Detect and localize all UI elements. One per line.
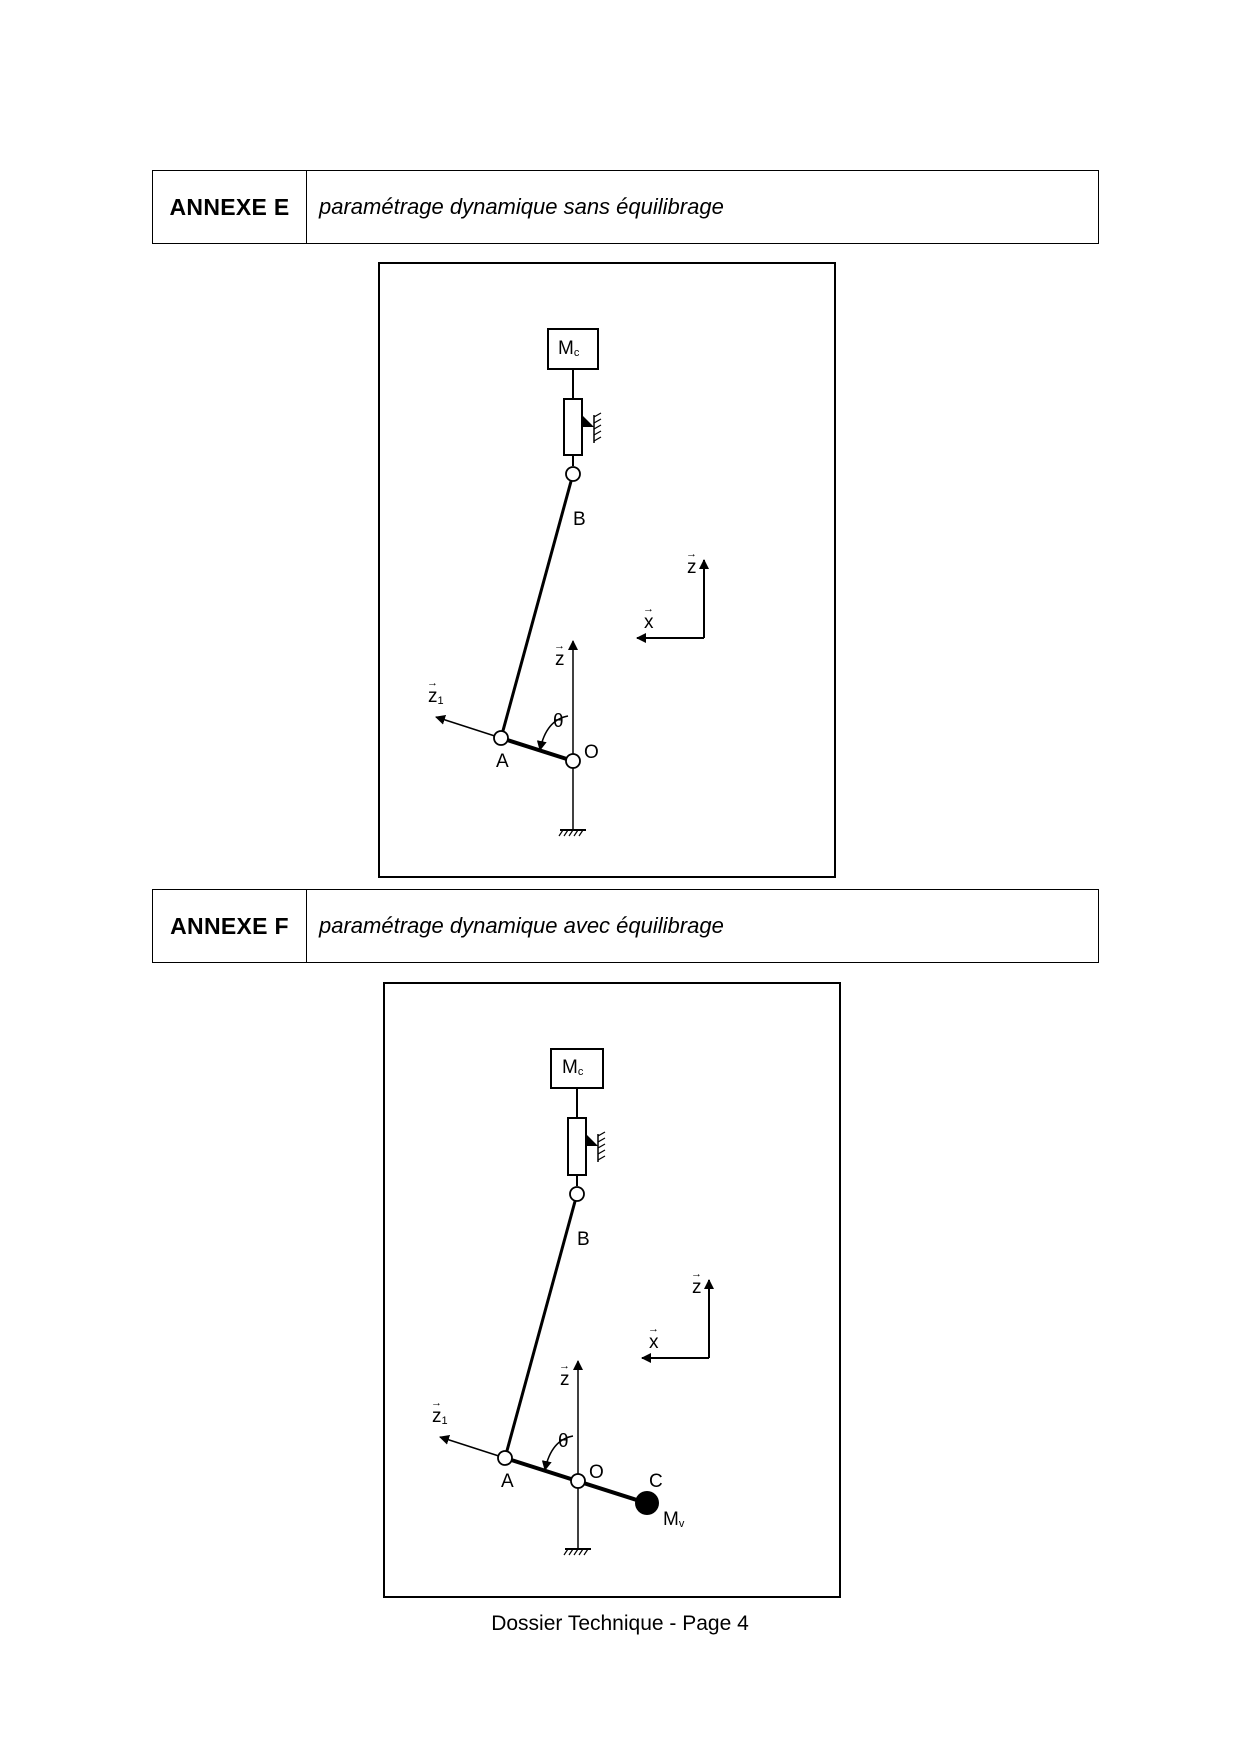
counterweight-label: $M_v$ — [663, 1509, 685, 1530]
frame-z-label: → z — [687, 558, 697, 577]
frame-z-label: → z — [692, 1278, 702, 1297]
annex-e-title: paramétrage dynamique sans équilibrage — [319, 194, 724, 219]
joint-b — [570, 1187, 584, 1201]
z1-axis — [440, 1437, 505, 1458]
mass-label: $M_c$ — [558, 338, 580, 359]
point-c-label: C — [649, 1471, 663, 1492]
z1-axis — [436, 717, 501, 738]
rod-ab — [505, 1194, 577, 1458]
slider-guide — [568, 1118, 586, 1175]
crank-ao — [501, 738, 573, 761]
point-b-label: B — [577, 1229, 590, 1250]
frame-x-label: → x — [644, 613, 654, 632]
annex-e-id: ANNEXE E — [153, 171, 307, 243]
theta-label: θ — [553, 711, 564, 732]
joint-a — [494, 731, 508, 745]
annex-f-mechanism-drawing — [385, 984, 843, 1600]
point-a-label: A — [496, 751, 509, 772]
annex-f-id: ANNEXE F — [153, 890, 307, 962]
annex-f-header — [152, 889, 1099, 963]
point-a-label: A — [501, 1471, 514, 1492]
page-footer: Dossier Technique - Page 4 — [491, 1612, 749, 1635]
joint-o — [571, 1474, 585, 1488]
z1-axis-label: → $z_1$ — [432, 1407, 448, 1427]
z-axis-label: → z — [560, 1370, 570, 1389]
point-b-label: B — [573, 509, 586, 530]
annex-e-mechanism-drawing — [380, 264, 838, 880]
z-axis-label: → z — [555, 650, 565, 669]
annex-f-diagram — [383, 982, 841, 1598]
counterweight — [635, 1491, 659, 1515]
frame-x-label: → x — [649, 1333, 659, 1352]
slider-ground-wedge — [586, 1134, 598, 1146]
point-o-label: O — [589, 1462, 604, 1483]
joint-a — [498, 1451, 512, 1465]
annex-e-header — [152, 170, 1099, 244]
mass-label: $M_c$ — [562, 1057, 584, 1078]
joint-o — [566, 754, 580, 768]
joint-b — [566, 467, 580, 481]
slider-ground-wedge — [582, 415, 594, 427]
rod-ab — [501, 474, 573, 738]
point-o-label: O — [584, 742, 599, 763]
theta-label: θ — [558, 1431, 569, 1452]
annex-f-title: paramétrage dynamique avec équilibrage — [319, 913, 724, 938]
slider-guide — [564, 399, 582, 455]
z1-axis-label: → $z_1$ — [428, 687, 444, 707]
annex-e-diagram — [378, 262, 836, 878]
